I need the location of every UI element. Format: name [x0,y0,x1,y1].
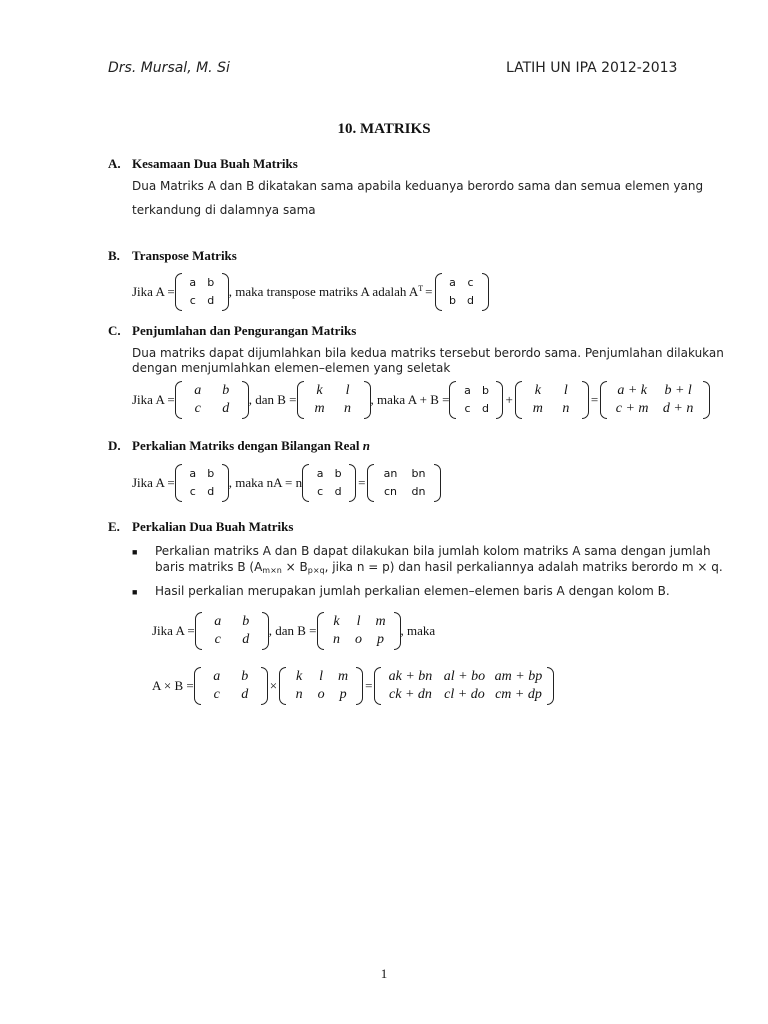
plus-sign: + [505,392,513,407]
matrix-cell: p [377,632,385,647]
formula-text: A × B = [152,678,194,693]
matrix-cell: d [334,485,342,498]
matrix-cell: dn [411,485,426,498]
section-title: Perkalian Matriks dengan Bilangan Real [132,438,360,453]
formula-text: , maka [400,623,436,638]
matrix-cell: k [316,383,323,398]
matrix-cell: c [213,687,220,702]
matrix-b [317,612,401,650]
matrix-cell: c [317,485,324,498]
page-title: 10. MATRIKS [337,121,431,137]
matrix-cell: l [319,669,324,684]
section-letter: C. [108,323,121,338]
matrix-b-repeat [279,667,363,705]
bullet-icon: ■ [132,587,138,597]
section-b-heading [108,248,237,264]
matrix-cell: d [222,401,230,416]
section-e-heading [108,519,293,535]
section-title: Penjumlahan dan Pengurangan Matriks [132,323,357,338]
matrix-cell: n [333,632,341,647]
formula-text: Jika A = [132,392,175,407]
matrix-cell: l [345,383,350,398]
matrix-cell: am + bp [494,669,543,684]
formula-text: , maka nA = n [228,475,303,490]
matrix-cell: c [194,401,201,416]
matrix-cell: cl + do [444,687,485,702]
equals-sign: = [425,284,433,299]
matrix-cell: b [207,467,215,480]
matrix-cell: a [449,276,456,289]
matrix-cell: b [241,669,249,684]
matrix-cell: l [356,614,361,629]
matrix-cell: a [214,614,222,629]
matrix-cell: c [189,485,196,498]
matrix-a-transpose [435,273,489,311]
header-author: Drs. Mursal, M. Si [108,60,230,76]
formula-text: , maka transpose matriks A adalah $A^T$ [228,284,424,299]
matrix-cell: o [317,687,325,702]
equals-sign: = [358,475,366,490]
matrix-a-repeat [302,464,356,502]
section-c-heading [108,323,356,339]
formula-text: Jika A = [132,475,175,490]
section-a-line1: Dua Matriks A dan B dikatakan sama apabila keduanya berordo sama dan semua elemen yang [132,179,704,193]
section-a-heading [108,156,298,172]
matrix-cell: k [534,383,541,398]
matrix-cell: a [194,383,202,398]
matrix-cell: d [207,294,215,307]
matrix-result [367,464,441,502]
matrix-cell: m [314,401,325,416]
addition-formula [132,376,710,424]
matrix-cell: d [207,485,215,498]
matrix-a [175,464,229,502]
bullet-icon: ■ [132,547,138,557]
section-a-line2: terkandung di dalamnya sama [132,203,316,217]
bullet-1-line1: Perkalian matriks A dan B dapat dilakukan bila jumlah kolom matriks A sama dengan jumlah [155,544,711,558]
matrix-cell: b [449,294,456,307]
matrix-cell: d + n [662,401,694,416]
matrix-cell: b [481,384,489,397]
scalar-formula [132,461,441,505]
section-title: Perkalian Dua Buah Matriks [132,519,294,534]
matrix-cell: m [375,614,386,629]
matrix-cell: b [334,467,342,480]
section-d-heading [108,438,370,454]
matrix-cell: k [333,614,340,629]
matrix-cell: ak + bn [388,669,433,684]
section-letter: D. [108,438,121,453]
matrix-cell: b [242,614,250,629]
bullet-1-line2: baris matriks B ($A_{m\times n} \times B_{p\times q}$, jika n = p) dan hasil perkaliannya adalah matriks berordo m × q. [155,560,723,575]
matrix-cell: a [316,467,324,480]
section-letter: B. [108,248,120,263]
matrix-cell: ck + dn [389,687,432,702]
matrix-cell: a [189,467,197,480]
transpose-formula [132,270,489,314]
matrix-a [175,381,249,419]
times-sign: × [269,678,278,693]
header-course: LATIH UN IPA 2012-2013 [506,60,678,76]
matrix-a-repeat [449,381,503,419]
section-c-line2: dengan menjumlahkan elemen–elemen yang seletak [132,361,451,375]
section-letter: E. [108,519,120,534]
matrix-cell: d [242,632,250,647]
matrix-cell: c + m [615,401,649,416]
matrix-cell: n [562,401,570,416]
matrix-cell: d [481,402,489,415]
section-title: Kesamaan Dua Buah Matriks [132,156,298,171]
formula-text: , maka A + B = [370,392,450,407]
matrix-cell: l [563,383,568,398]
product-formula [152,660,554,712]
matrix-cell: d [467,294,474,307]
section-title: Transpose Matriks [132,248,237,263]
formula-text: Jika A = [132,284,175,299]
matrix-b [297,381,371,419]
matrix-cell: b [222,383,230,398]
matrix-a [195,612,269,650]
matrix-a-repeat [194,667,268,705]
section-title-variable: n [362,438,371,453]
matrix-cell: a [213,669,221,684]
matrix-cell: cm + dp [495,687,542,702]
matrix-cell: a + k [617,383,647,398]
matrix-cell: bn [411,467,426,480]
matrix-cell: n [344,401,352,416]
formula-text: , dan B = [268,623,317,638]
equals-sign: = [365,678,373,693]
matrix-cell: an [383,467,398,480]
matrix-b-repeat [515,381,589,419]
matrix-cell: d [241,687,249,702]
matrix-cell: b + l [664,383,692,398]
matrix-cell: o [355,632,363,647]
matrix-cell: c [189,294,196,307]
section-letter: A. [108,156,121,171]
matrix-cell: m [532,401,543,416]
section-c-line1: Dua matriks dapat dijumlahkan bila kedua matriks tersebut berordo sama. Penjumlahan dilakukan [132,346,724,360]
matrix-cell: a [189,276,197,289]
equals-sign: = [590,392,599,407]
matrix-cell: p [339,687,347,702]
matrix-cell: c [464,402,471,415]
matrix-cell: m [338,669,349,684]
matrix-a [175,273,229,311]
matrix-product [374,667,554,705]
formula-text: Jika A = [152,623,195,638]
matrix-sum [600,381,710,419]
matrix-cell: c [467,276,474,289]
matrix-cell: c [214,632,221,647]
bullet-2-text: Hasil perkalian merupakan jumlah perkalian elemen–elemen baris A dengan kolom B. [155,584,670,598]
matrix-cell: k [296,669,303,684]
matrix-cell: b [207,276,215,289]
page-number: 1 [380,966,388,981]
matrix-cell: al + bo [443,669,486,684]
matrix-cell: a [464,384,471,397]
product-definition [152,605,435,657]
matrix-cell: n [295,687,303,702]
formula-text: , dan B = [248,392,297,407]
matrix-cell: cn [383,485,397,498]
